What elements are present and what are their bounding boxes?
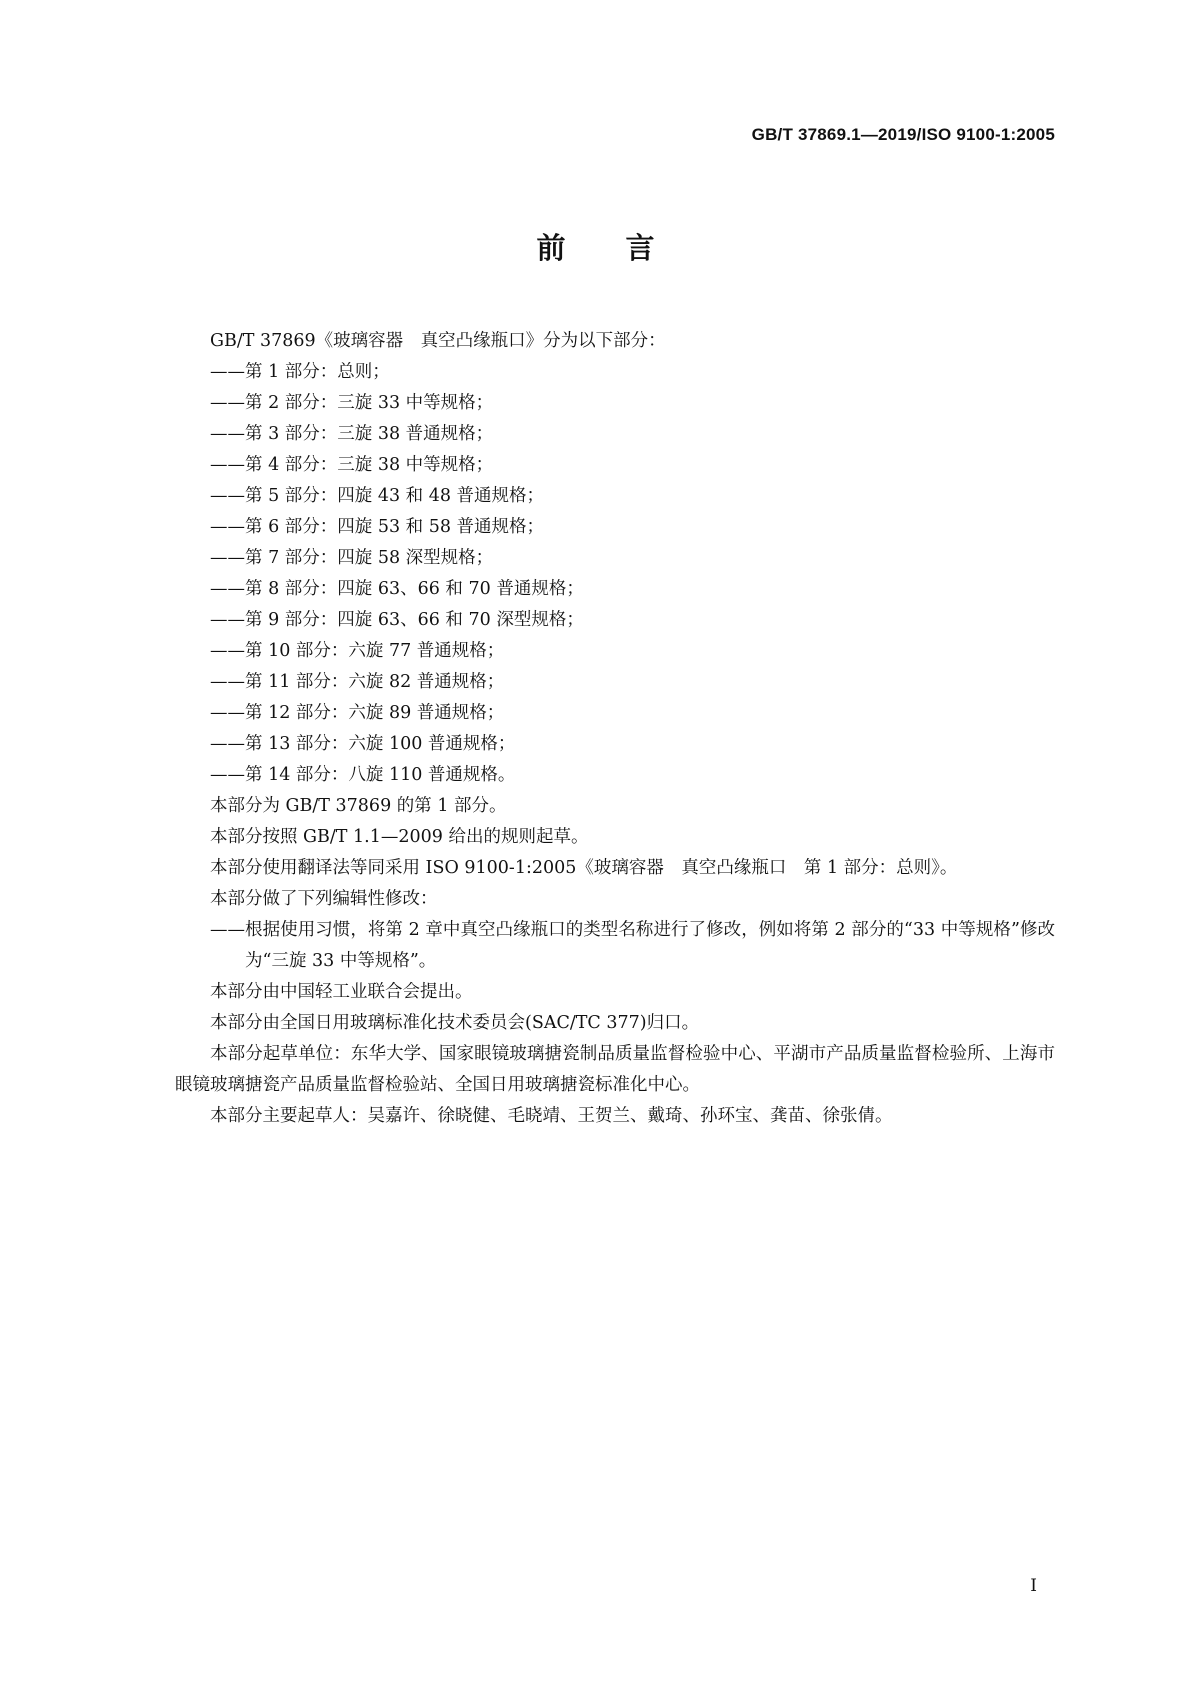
list-item: ——第 5 部分：四旋 43 和 48 普通规格； xyxy=(210,486,545,506)
list-item: ——第 6 部分：四旋 53 和 58 普通规格； xyxy=(210,517,545,537)
list-item: ——第 10 部分：六旋 77 普通规格； xyxy=(210,641,505,661)
list-item: ——第 2 部分：三旋 33 中等规格； xyxy=(210,393,494,413)
list-item: ——第 9 部分：四旋 63、66 和 70 深型规格； xyxy=(210,610,584,630)
list-item: ——第 8 部分：四旋 63、66 和 70 普通规格； xyxy=(210,579,584,599)
list-item: ——第 11 部分：六旋 82 普通规格； xyxy=(210,672,505,692)
foreword-body xyxy=(175,326,1055,1132)
drafting-rules-statement: 本部分按照 GB/T 1.1—2009 给出的规则起草。 xyxy=(210,827,589,847)
edit-item: ——根据使用习惯，将第 2 章中真空凸缘瓶口的类型名称进行了修改，例如将第 2 部分的“33 中等规格”修改为“三旋 33 中等规格”。 xyxy=(210,920,1055,971)
page-number: I xyxy=(1030,1576,1037,1596)
drafting-units-statement: 本部分起草单位：东华大学、国家眼镜玻璃搪瓷制品质量监督检验中心、平湖市产品质量监督检验所、上海市眼镜玻璃搪瓷产品质量监督检验站、全国日用玻璃搪瓷标准化中心。 xyxy=(175,1044,1055,1095)
intro-paragraph: GB/T 37869《玻璃容器 真空凸缘瓶口》分为以下部分： xyxy=(210,331,666,351)
part-of-statement: 本部分为 GB/T 37869 的第 1 部分。 xyxy=(210,796,507,816)
list-item: ——第 1 部分：总则； xyxy=(210,362,390,382)
list-item: ——第 4 部分：三旋 38 中等规格； xyxy=(210,455,494,475)
page-title: 前言 xyxy=(536,231,715,265)
list-item: ——第 3 部分：三旋 38 普通规格； xyxy=(210,424,494,444)
edit-intro-statement: 本部分做了下列编辑性修改： xyxy=(210,889,438,909)
list-item: ——第 12 部分：六旋 89 普通规格； xyxy=(210,703,505,723)
managed-by-statement: 本部分由全国日用玻璃标准化技术委员会(SAC/TC 377)归口。 xyxy=(210,1013,700,1033)
list-item: ——第 14 部分：八旋 110 普通规格。 xyxy=(210,765,516,785)
list-item: ——第 13 部分：六旋 100 普通规格； xyxy=(210,734,516,754)
drafters-statement: 本部分主要起草人：吴嘉许、徐晓健、毛晓靖、王贺兰、戴琦、孙环宝、龚苗、徐张倩。 xyxy=(210,1106,893,1126)
translation-statement: 本部分使用翻译法等同采用 ISO 9100-1:2005《玻璃容器 真空凸缘瓶口 第 1 部分：总则》。 xyxy=(210,858,958,878)
standard-code: GB/T 37869.1—2019/ISO 9100-1:2005 xyxy=(751,125,1055,144)
proposed-by-statement: 本部分由中国轻工业联合会提出。 xyxy=(210,982,473,1002)
list-item: ——第 7 部分：四旋 58 深型规格； xyxy=(210,548,494,568)
